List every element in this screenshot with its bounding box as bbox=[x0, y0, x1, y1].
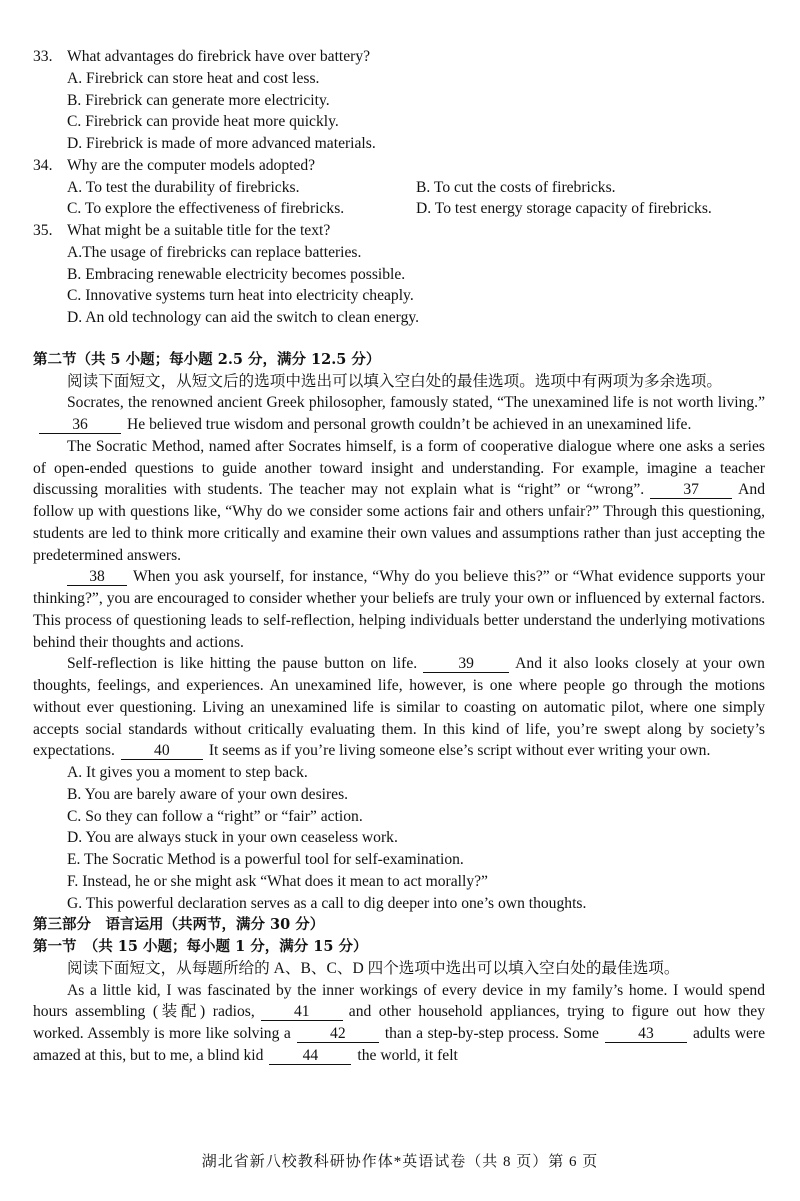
passage-text: When you ask yourself, for instance, “Why do you believe this?” or “What evidence supports your thinking?”, you are encouraged to consider whether your beliefs are truly your own or influenced by external factors. This process of questioning leads to self-reflection, helping individuals better understand the underlying motivations behind their thoughts and actions. bbox=[33, 568, 765, 651]
blank-42: 42 bbox=[297, 1025, 379, 1043]
instruction: 阅读下面短文，从短文后的选项中选出可以填入空白处的最佳选项。选项中有两项为多余选项。 bbox=[67, 372, 722, 390]
answer-option: C. So they can follow a “right” or “fair” action. bbox=[67, 807, 363, 825]
option: C. Innovative systems turn heat into electricity cheaply. bbox=[67, 287, 414, 305]
passage-text: He believed true wisdom and personal growth couldn’t be achieved in an unexamined life. bbox=[127, 416, 692, 433]
option: A.The usage of firebricks can replace batteries. bbox=[67, 243, 362, 261]
option: D. To test energy storage capacity of firebricks. bbox=[416, 200, 712, 218]
passage-text: Self-reflection is like hitting the pause button on life. bbox=[67, 655, 418, 673]
passage-text: the world, it felt bbox=[357, 1046, 458, 1064]
passage-text: The Socratic Method, named after Socrates himself, is a form of cooperative dialogue where one asks a series of open-ended questions to guide another toward insight and understanding. For example, imagine a teacher discussing moralities with students. The teacher may not explain what is “right” or “wrong”. bbox=[33, 437, 765, 499]
answer-option: A. It gives you a moment to step back. bbox=[67, 764, 308, 781]
option-row bbox=[33, 198, 765, 220]
passage-text: and other household appliances, trying to figure out how they worked. Assembly is more like solving a bbox=[33, 1003, 765, 1042]
answer-option: G. This powerful declaration serves as a call to dig deeper into one’s own thoughts. bbox=[67, 894, 587, 912]
passage-paragraph bbox=[33, 436, 765, 567]
passage-text: than a step-by-step process. Some bbox=[384, 1025, 599, 1042]
passage-paragraph bbox=[33, 653, 765, 762]
passage-text: 33. bbox=[33, 48, 53, 65]
option: B. To cut the costs of firebricks. bbox=[416, 178, 616, 196]
passage-text: And it also looks closely at your own thoughts, feelings, and experiences. An unexamined life, however, is one where people go through the motions without ever questioning. Living an unexamined life is similar to coasting on automatic pilot, where one simply accepts social standards without critically evaluating them. In this kind of life, you’re swept along by society’s expectations. bbox=[33, 655, 765, 760]
passage-text: It seems as if you’re living someone else’s script without ever writing your own. bbox=[208, 742, 711, 760]
question-35 bbox=[33, 220, 765, 242]
question-33 bbox=[33, 46, 765, 68]
blank-38: 38 bbox=[67, 568, 127, 586]
option: C. To explore the effectiveness of firebricks. bbox=[67, 200, 345, 218]
passage-text: And follow up with questions like, “Why do we consider some actions fair and others unfair?” Through this questioning, students are led to think more critically and examine their own values and assumptions rather than just accepting the predetermined answers. bbox=[33, 481, 765, 564]
answer-option: D. You are always stuck in your own ceaseless work. bbox=[67, 829, 398, 847]
passage-text: As a little kid, I was fascinated by the inner workings of every device in my family’s home. I would spend hours assembling (装配) radios, bbox=[33, 981, 765, 1021]
option: D. Firebrick is made of more advanced materials. bbox=[67, 135, 376, 152]
option: A. Firebrick can store heat and cost less. bbox=[67, 69, 320, 87]
passage-paragraph bbox=[33, 980, 765, 1067]
blank-41: 41 bbox=[261, 1003, 343, 1021]
blank-40: 40 bbox=[121, 742, 203, 760]
option: D. An old technology can aid the switch to clean energy. bbox=[67, 309, 420, 326]
question-stem: What might be a suitable title for the text? bbox=[67, 222, 331, 239]
answer-option: F. Instead, he or she might ask “What does it mean to act morally?” bbox=[67, 872, 488, 890]
section-heading: 第一节 （共 15 小题；每小题 1 分，满分 15 分） bbox=[33, 938, 368, 955]
passage-text: adults were amazed at this, but to me, a blind kid bbox=[33, 1025, 765, 1064]
blank-36: 36 bbox=[39, 416, 121, 434]
option: C. Firebrick can provide heat more quickly. bbox=[67, 113, 339, 131]
option: B. Firebrick can generate more electricity. bbox=[67, 91, 330, 109]
option: A. To test the durability of firebricks. bbox=[67, 178, 300, 196]
part-heading: 第三部分 语言运用（共两节，满分 30 分） bbox=[33, 916, 325, 934]
passage-text: 34. bbox=[33, 156, 53, 174]
passage-paragraph bbox=[33, 392, 765, 436]
blank-39: 39 bbox=[423, 655, 509, 673]
exam-page bbox=[33, 46, 765, 1067]
option: B. Embracing renewable electricity becomes possible. bbox=[67, 265, 406, 283]
question-stem: Why are the computer models adopted? bbox=[67, 156, 316, 174]
page-footer: 湖北省新八校教科研协作体*英语试卷（共 8 页）第 6 页 bbox=[201, 1154, 599, 1170]
blank-37: 37 bbox=[650, 481, 732, 499]
answer-option: E. The Socratic Method is a powerful tool for self-examination. bbox=[67, 851, 464, 868]
passage-text: Socrates, the renowned ancient Greek philosopher, famously stated, “The unexamined life is not worth living.” bbox=[67, 394, 765, 412]
passage-paragraph bbox=[33, 566, 765, 653]
passage-text: 35. bbox=[33, 222, 53, 239]
section-heading: 第二节（共 5 小题；每小题 2.5 分，满分 12.5 分） bbox=[33, 350, 381, 368]
answer-option: B. You are barely aware of your own desires. bbox=[67, 785, 349, 803]
blank-44: 44 bbox=[269, 1047, 351, 1065]
question-34 bbox=[33, 155, 765, 177]
blank-43: 43 bbox=[605, 1025, 687, 1043]
option-row bbox=[33, 177, 765, 199]
instruction: 阅读下面短文，从每题所给的 A、B、C、D 四个选项中选出可以填入空白处的最佳选项。 bbox=[67, 959, 680, 977]
question-stem: What advantages do firebrick have over battery? bbox=[67, 48, 371, 65]
